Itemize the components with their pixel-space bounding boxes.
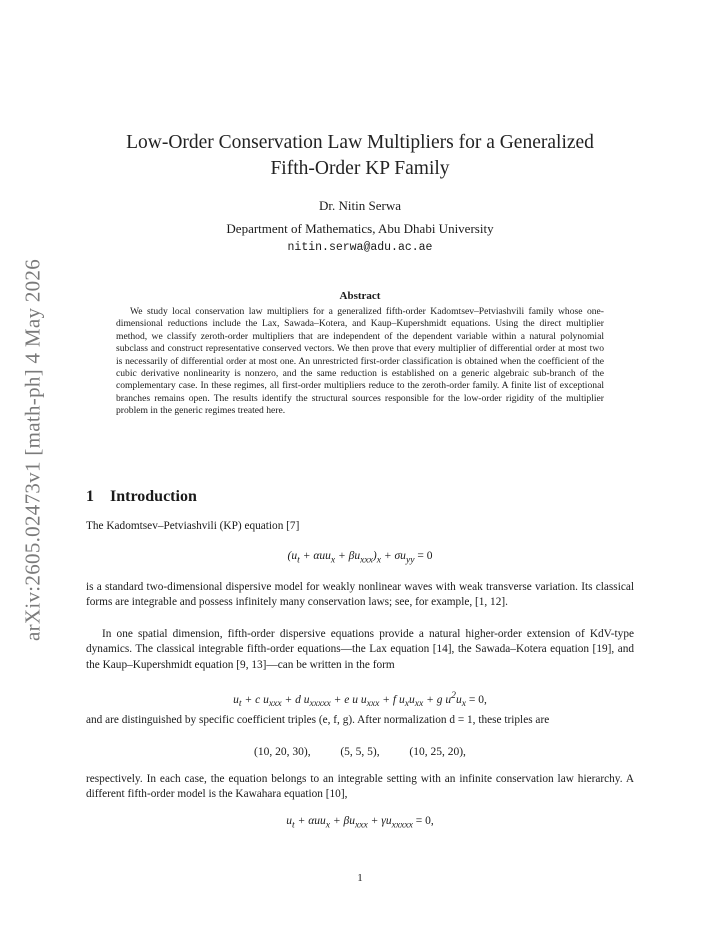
triple-kaup-kupershmidt: (10, 25, 20),	[409, 746, 466, 758]
section-heading-introduction	[86, 488, 197, 506]
paragraph-text: In one spatial dimension, fifth-order dispersive equations provide a natural higher-order extension of KdV-type dynamics. The classical integrable fifth-order equations—the Lax equation [14], the Sawada–Kotera equation [19], and the Kaup–Kupershmidt equation [9, 13]—can be written in the form	[86, 628, 634, 671]
equation-kp: $(u_t + \alpha uu_x + \beta u_{xxx})_x + \sigma u_{yy} = 0$	[287, 550, 433, 566]
triple-sawada-kotera: (5, 5, 5),	[340, 746, 380, 758]
paragraph-kp-description	[86, 580, 634, 611]
arxiv-id: arXiv:2605.02473v1 [math-ph] 4 May 2026	[20, 258, 45, 642]
paragraph-text: and are distinguished by specific coefficient triples (e, f, g). After normalization d = 1, these triples are	[86, 714, 550, 726]
section-number: 1	[86, 488, 94, 505]
title-line-2: Fifth-Order KP Family	[270, 158, 450, 179]
equation-triples	[86, 746, 634, 758]
arxiv-sidebar-stamp	[20, 250, 46, 650]
paper-title	[86, 130, 634, 182]
author-email[interactable]: nitin.serwa@adu.ac.ae	[287, 241, 433, 254]
paragraph-text: is a standard two-dimensional dispersive model for weakly nonlinear waves with weak transverse variation. Its classical forms are integrable and possess infinitely many conservation laws; see, for example, [1, 12].	[86, 581, 634, 609]
author-name: Dr. Nitin Serwa	[319, 198, 401, 213]
abstract-heading: Abstract	[339, 290, 381, 302]
triple-lax: (10, 20, 30),	[254, 746, 311, 758]
author-affiliation: Department of Mathematics, Abu Dhabi University	[226, 221, 494, 236]
paragraph-kawahara	[86, 772, 634, 803]
page-number: 1	[357, 872, 363, 884]
equation-fifth-order-family: $u_t + c$ $u_{xxx} + d$ $u_{xxxxx} + e$ u $u_{xxx} + f$ $u_xu_{xx} + g$ $u^2u_x = 0$,	[233, 690, 487, 710]
paragraph-text: respectively. In each case, the equation belongs to an integrable setting with an infinite conservation law hierarchy. A different fifth-order model is the Kawahara equation [10],	[86, 773, 634, 801]
paragraph-kp-intro	[86, 519, 634, 534]
title-line-1: Low-Order Conservation Law Multipliers for a Generalized	[126, 132, 594, 153]
section-title: Introduction	[110, 488, 197, 505]
paragraph-fifth-order	[86, 627, 634, 673]
abstract-body	[116, 306, 604, 418]
paragraph-coefficient-triples	[86, 713, 634, 728]
abstract-text: We study local conservation law multipliers for a generalized fifth-order Kadomtsev–Petviashvili family whose one-dimensional reductions include the Lax, Sawada–Kotera, and Kaup–Kupershmidt equations. Using the direct multiplier method, we classify zeroth-order multipliers that are independent of the dependent variable within a natural polynomial subclass and construct representative conserved vectors. We then prove that every multiplier of differential order at most two is necessarily of differential order at most one. An unrestricted first-order classification is obtained when the coefficient of the cubic derivative nonlinearity is nonzero, and the same reduction is established on a generic algebraic sub-branch of the complementary case. In these regimes, all first-order multipliers reduce to the zeroth-order family. A finite list of exceptional branches remains open. The results identify the structural sources responsible for the low-order rigidity of the multiplier problem in the generic regimes treated here.	[116, 306, 604, 417]
paragraph-text: The Kadomtsev–Petviashvili (KP) equation [7]	[86, 520, 300, 532]
equation-kawahara: $u_t + \alpha uu_x + \beta u_{xxx} + \gamma u_{xxxxx} = 0$,	[286, 815, 434, 831]
